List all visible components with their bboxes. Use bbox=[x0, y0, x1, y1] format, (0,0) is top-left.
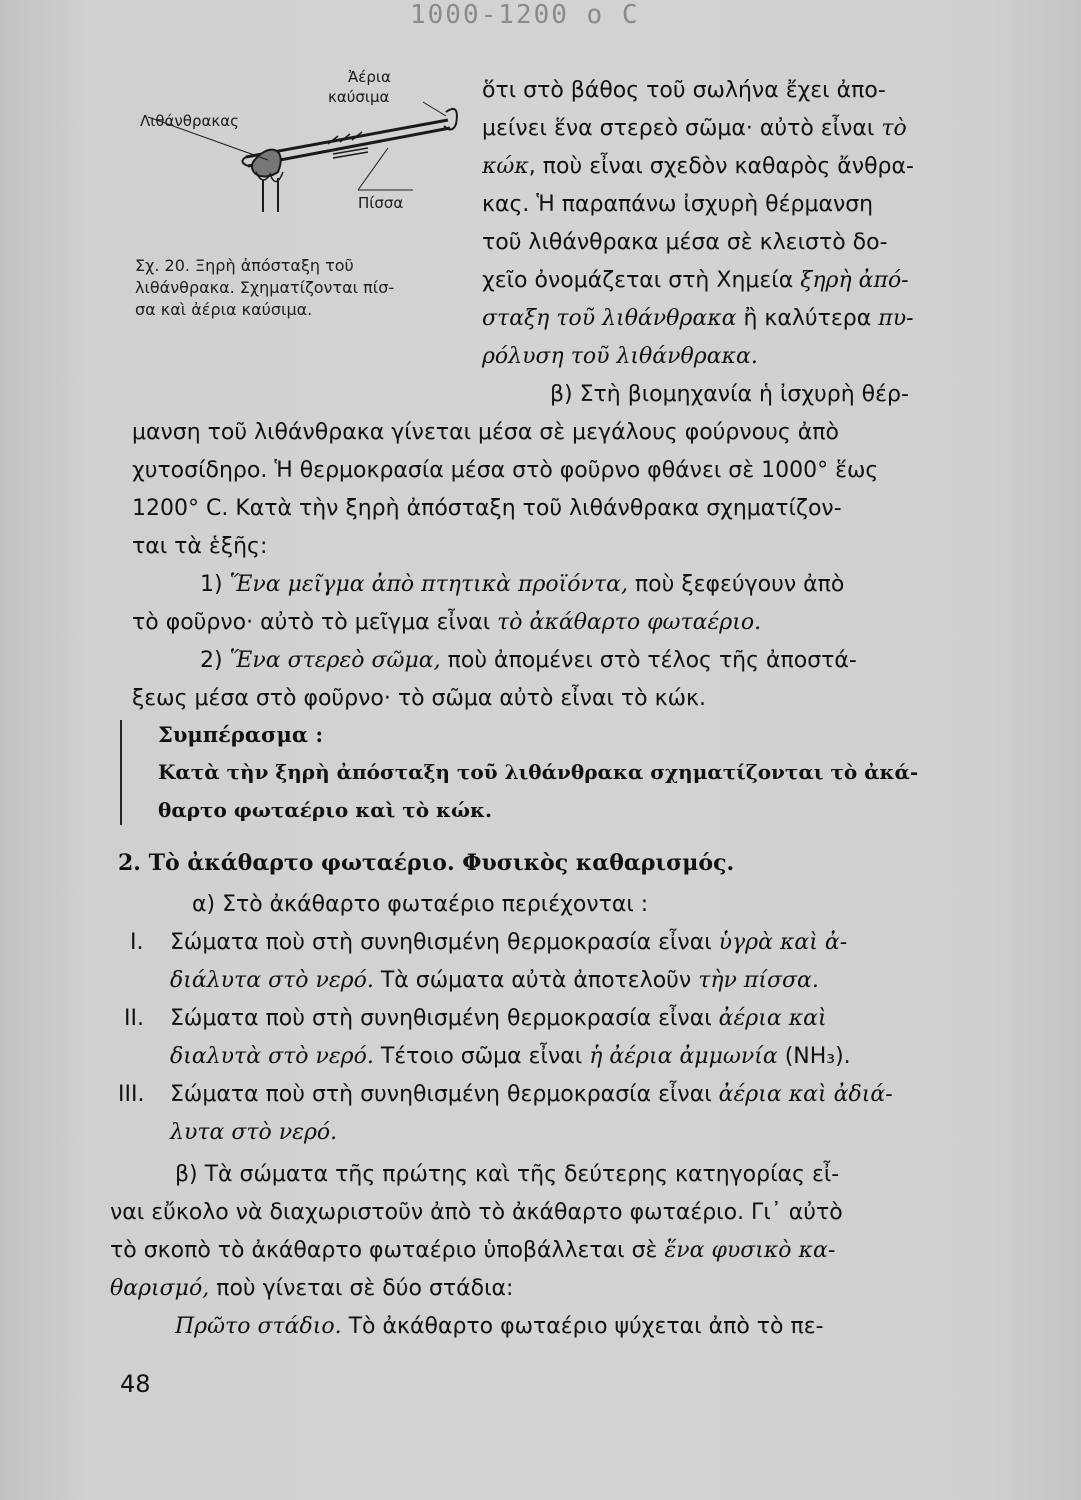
text-line: χυτοσίδηρο. Ἡ θερμοκρασία μέσα στὸ φοῦρνο φθάνει σὲ 1000° ἕως bbox=[132, 458, 879, 483]
text-span: τὸ bbox=[881, 116, 907, 141]
text-line bbox=[170, 1044, 851, 1069]
text-span: (NH₃). bbox=[777, 1044, 851, 1069]
figure-dry-distillation bbox=[128, 62, 468, 262]
label-pitch: Πίσσα bbox=[358, 194, 404, 212]
text-span: ποὺ ἀπομένει στὸ τέλος τῆς ἀποστά- bbox=[440, 648, 857, 673]
text-span: Ἕνα στερεὸ σῶμα, bbox=[229, 648, 441, 673]
text-span: Πρῶτο στάδιο. bbox=[175, 1314, 342, 1339]
text-span: μείνει ἕνα στερεὸ σῶμα· αὐτὸ εἶναι bbox=[482, 116, 882, 141]
text-span: Σώματα ποὺ στὴ συνηθισμένη θερμοκρασία εἶναι bbox=[170, 1006, 719, 1031]
text-span: ἕνα φυσικὸ κα- bbox=[664, 1238, 836, 1263]
text-line bbox=[170, 930, 847, 955]
text-span: ποὺ ξεφεύγουν ἀπὸ bbox=[627, 572, 845, 597]
text-line bbox=[482, 306, 914, 331]
list-number: II. bbox=[124, 1006, 144, 1031]
text-line: ὅτι στὸ βάθος τοῦ σωλήνα ἔχει ἀπο- bbox=[482, 78, 886, 103]
text-line bbox=[482, 116, 907, 141]
text-line: β) Τὰ σώματα τῆς πρώτης καὶ τῆς δεύτερης κατηγορίας εἶ- bbox=[175, 1162, 840, 1187]
label-coal: Λιθάνθρακας bbox=[140, 112, 239, 130]
text-span: πυ- bbox=[878, 306, 914, 331]
text-span: Ἕνα μεῖγμα ἀπὸ πτητικὰ προϊόντα, bbox=[229, 572, 628, 597]
text-line: ξεως μέσα στὸ φοῦρνο· τὸ σῶμα αὐτὸ εἶναι τὸ κώκ. bbox=[132, 686, 706, 711]
page-number: 48 bbox=[120, 1370, 151, 1398]
text-span: διαλυτὰ στὸ νερό. bbox=[170, 1044, 374, 1069]
text-line: ρόλυση τοῦ λιθάνθρακα. bbox=[482, 344, 758, 369]
text-span: ὑγρὰ καὶ ἀ- bbox=[718, 930, 848, 955]
text-span: ἡ ἀέρια ἀμμωνία bbox=[589, 1044, 778, 1069]
text-span: ἢ καλύτερα bbox=[736, 306, 879, 331]
text-line: β) Στὴ βιομηχανία ἡ ἰσχυρὴ θέρ- bbox=[550, 382, 909, 407]
text-span: 2) bbox=[200, 648, 230, 673]
text-line: τοῦ λιθάνθρακα μέσα σὲ κλειστὸ δο- bbox=[482, 230, 888, 255]
text-span: θαρισμό, bbox=[110, 1276, 210, 1301]
caption-line-2: λιθάνθρακα. Σχηματίζονται πίσ- bbox=[135, 278, 395, 297]
text-span: Τὰ σώματα αὐτὰ ἀποτελοῦν bbox=[373, 968, 699, 993]
text-line bbox=[482, 268, 909, 293]
text-line bbox=[200, 648, 857, 673]
conclusion-rule bbox=[120, 720, 122, 825]
text-span: σταξη τοῦ λιθάνθρακα bbox=[482, 306, 737, 331]
text-span: Σώματα ποὺ στὴ συνηθισμένη θερμοκρασία εἶναι bbox=[170, 1082, 719, 1107]
text-span: τὸ φοῦρνο· αὐτὸ τὸ μεῖγμα εἶναι bbox=[132, 610, 498, 635]
text-line: κας. Ἡ παραπάνω ἰσχυρὴ θέρμανση bbox=[482, 192, 874, 217]
text-line: μανση τοῦ λιθάνθρακα γίνεται μέσα σὲ μεγάλους φούρνους ἀπὸ bbox=[132, 420, 839, 445]
text-line bbox=[170, 1082, 893, 1107]
list-number: III. bbox=[118, 1082, 145, 1107]
label-gases-2: καύσιμα bbox=[328, 88, 390, 106]
conclusion-title: Συμπέρασμα : bbox=[158, 722, 324, 747]
section-heading: 2. Τὸ ἀκάθαρτο φωταέριο. Φυσικὸς καθαρισμός. bbox=[118, 850, 735, 876]
text-span: 1) bbox=[200, 572, 230, 597]
text-line: θαρτο φωταέριο καὶ τὸ κώκ. bbox=[158, 798, 492, 822]
text-line bbox=[175, 1314, 824, 1339]
text-line bbox=[482, 154, 914, 179]
text-span: Σώματα ποὺ στὴ συνηθισμένη θερμοκρασία εἶναι bbox=[170, 930, 719, 955]
text-line bbox=[170, 968, 819, 993]
text-line: 1200° C. Κατὰ τὴν ξηρὴ ἀπόσταξη τοῦ λιθάνθρακα σχηματίζον- bbox=[132, 496, 842, 521]
text-span: διάλυτα στὸ νερό. bbox=[170, 968, 374, 993]
label-gases-1: Ἀέρια bbox=[348, 68, 391, 86]
caption-line-1: Σχ. 20. Ξηρὴ ἀπόσταξη τοῦ bbox=[135, 256, 354, 275]
text-line bbox=[200, 572, 844, 597]
distillation-apparatus-drawing bbox=[128, 62, 468, 262]
text-span: ξηρὴ ἀπό- bbox=[800, 268, 909, 293]
figure-caption bbox=[135, 255, 465, 321]
text-span: χεῖο ὀνομάζεται στὴ Χημεία bbox=[482, 268, 801, 293]
list-number: I. bbox=[130, 930, 144, 955]
text-span: ἀέρια καὶ ἀδιά- bbox=[718, 1082, 893, 1107]
text-span: τὸ σκοπὸ τὸ ἀκάθαρτο φωταέριο ὑποβάλλεται σὲ bbox=[110, 1238, 665, 1263]
text-span: τὸ ἀκάθαρτο φωταέριο. bbox=[497, 610, 762, 635]
caption-line-3: σα καὶ ἀέρια καύσιμα. bbox=[135, 300, 313, 319]
text-line: Κατὰ τὴν ξηρὴ ἀπόσταξη τοῦ λιθάνθρακα σχηματίζονται τὸ ἀκά- bbox=[158, 760, 919, 784]
text-span: ἀέρια καὶ bbox=[718, 1006, 827, 1031]
text-line: ται τὰ ἑξῆς: bbox=[132, 534, 268, 559]
text-span: , ποὺ εἶναι σχεδὸν καθαρὸς ἄνθρα- bbox=[528, 154, 914, 179]
text-span: Τέτοιο σῶμα εἶναι bbox=[373, 1044, 590, 1069]
text-span: Τὸ ἀκάθαρτο φωταέριο ψύχεται ἀπὸ τὸ πε- bbox=[341, 1314, 824, 1339]
text-line bbox=[110, 1238, 835, 1263]
text-line bbox=[170, 1006, 827, 1031]
text-line: λυτα στὸ νερό. bbox=[170, 1120, 338, 1145]
text-span: τὴν πίσσα. bbox=[698, 968, 819, 993]
text-span: ποὺ γίνεται σὲ δύο στάδια: bbox=[209, 1276, 514, 1301]
text-span: κώκ bbox=[482, 154, 529, 179]
text-line bbox=[132, 610, 761, 635]
text-line: ναι εὔκολο νὰ διαχωριστοῦν ἀπὸ τὸ ἀκάθαρτο φωταέριο. Γι᾿ αὐτὸ bbox=[110, 1200, 843, 1225]
text-line bbox=[110, 1276, 513, 1301]
text-line: α) Στὸ ἀκάθαρτο φωταέριο περιέχονται : bbox=[192, 892, 649, 917]
handwritten-note: 1000-1200 ο C bbox=[410, 0, 640, 30]
